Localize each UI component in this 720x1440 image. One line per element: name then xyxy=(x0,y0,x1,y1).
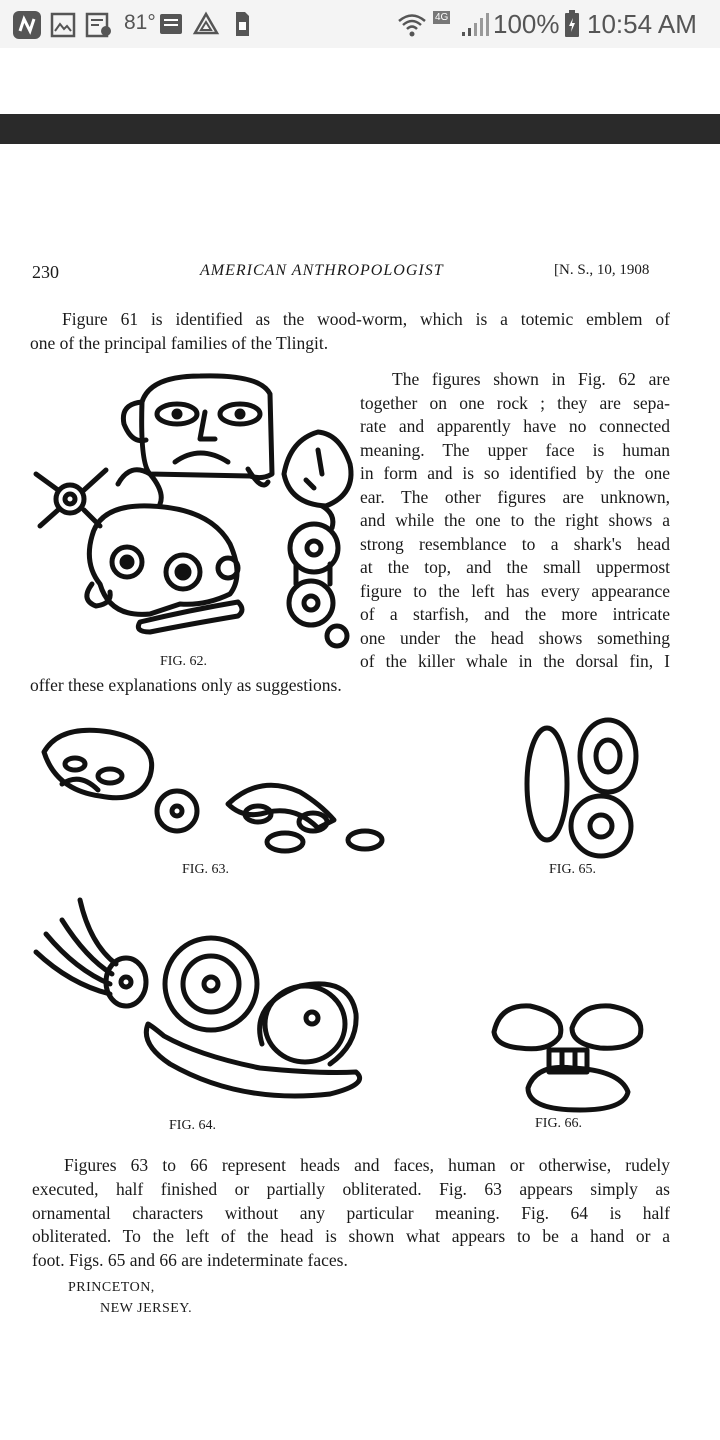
paragraph-line: figure to the left has every appearance xyxy=(360,580,670,601)
network-type-badge: 4G xyxy=(435,12,449,23)
paragraph-line: Figures 63 to 66 represent heads and faces, human or otherwise, rudely xyxy=(64,1155,670,1175)
running-title: AMERICAN ANTHROPOLOGIST xyxy=(200,262,444,279)
battery-percent-text: 100% xyxy=(493,9,560,39)
app-bar xyxy=(0,48,720,114)
paragraph-line: together on one rock ; they are sepa- xyxy=(360,392,670,413)
clock-text: 10:54 AM xyxy=(587,9,697,39)
figure-caption: FIG. 66. xyxy=(535,1116,583,1131)
page-number: 230 xyxy=(32,262,59,282)
paragraph-line: obliterated. To the left of the head is shown what appears to be a hand or a xyxy=(32,1226,670,1246)
issue-reference: [N. S., 10, 1908 xyxy=(554,262,650,278)
figure-caption: FIG. 62. xyxy=(160,654,208,669)
paragraph-line: Figure 61 is identified as the wood-worm, which is a totemic emblem of xyxy=(62,309,670,329)
viewer-toolbar-strip xyxy=(0,114,720,144)
paragraph-line: strong resemblance to a shark's head xyxy=(360,533,670,554)
temperature-text: 81° xyxy=(124,11,156,34)
paragraph-line: one under the head shows something xyxy=(360,627,670,648)
paragraph-line: of the killer whale in the dorsal fin, I xyxy=(360,651,670,671)
paragraph-line: ear. The other figures are unknown, xyxy=(360,486,670,507)
news-icon xyxy=(85,12,113,38)
gallery-icon xyxy=(50,12,76,38)
signature-place-line2: NEW JERSEY. xyxy=(100,1301,193,1316)
paragraph-line: offer these explanations only as suggestions. xyxy=(30,675,342,695)
sim-card-icon xyxy=(232,10,252,38)
paragraph-line: and while the one to the right shows a xyxy=(360,510,670,530)
paragraph-line: in form and is so identified by the one xyxy=(360,463,670,483)
figure-caption: FIG. 65. xyxy=(549,862,597,877)
paragraph-line: at the top, and the small uppermost xyxy=(360,557,670,577)
drive-icon xyxy=(192,11,220,37)
paragraph-line: rate and apparently have no connected xyxy=(360,416,670,436)
signature-place-line1: PRINCETON, xyxy=(68,1280,155,1295)
signal-icon xyxy=(460,12,490,38)
battery-icon xyxy=(564,9,580,39)
figure-caption: FIG. 63. xyxy=(182,862,230,877)
app-n-icon xyxy=(12,10,42,40)
paragraph-line: The figures shown in Fig. 62 are xyxy=(392,369,670,389)
paragraph-line: executed, half finished or partially obliterated. Fig. 63 appears simply as xyxy=(32,1179,670,1199)
paragraph-line: one of the principal families of the Tlingit. xyxy=(30,333,329,353)
document-page[interactable] xyxy=(0,144,720,1440)
paragraph-line: ornamental characters without any particular meaning. Fig. 64 is half xyxy=(32,1203,670,1223)
figure-caption: FIG. 64. xyxy=(169,1118,217,1133)
wifi-icon xyxy=(396,12,428,38)
paragraph-line: of a starfish, and the more intricate xyxy=(360,604,670,624)
paragraph-line: foot. Figs. 65 and 66 are indeterminate faces. xyxy=(32,1250,348,1270)
paragraph-line: meaning. The upper face is human xyxy=(360,439,670,460)
status-bar xyxy=(0,0,720,48)
messages-icon xyxy=(158,12,184,36)
